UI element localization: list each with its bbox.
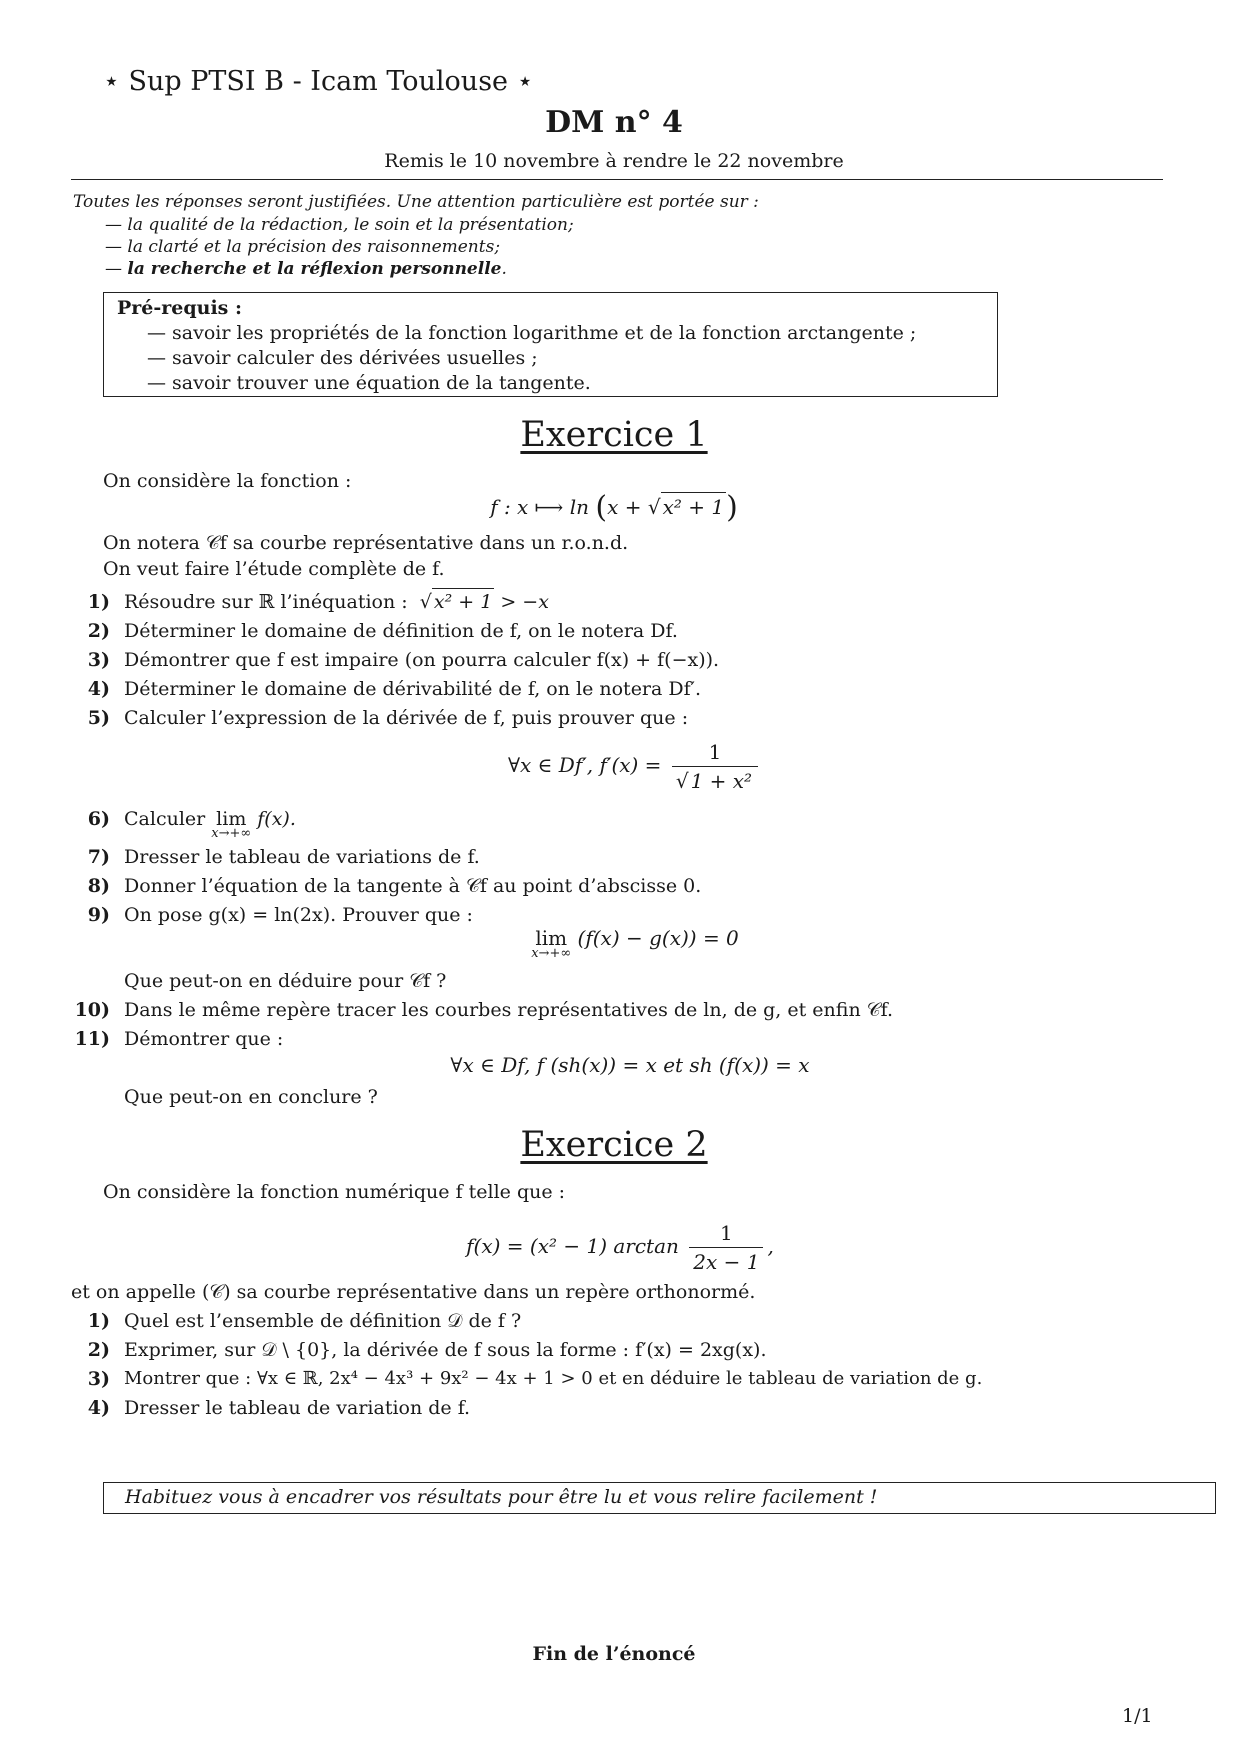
question-number: 2) (87, 620, 110, 642)
question-text: Démontrer que : (124, 1028, 284, 1050)
question-number: 6) (87, 808, 110, 830)
question-text: Quel est l’ensemble de définition 𝒟 de f ? (124, 1310, 522, 1332)
criterion-item-bold: — la recherche et la réflexion personnelle. (105, 259, 507, 279)
ex1-intro-study: On veut faire l’étude complète de f. (103, 558, 445, 580)
exercise-2-title: Exercice 2 (520, 1125, 708, 1165)
question-number: 3) (87, 1368, 110, 1390)
question-text: Dresser le tableau de variation de f. (124, 1397, 471, 1419)
question-number: 5) (87, 707, 110, 729)
question-text: Déterminer le domaine de dérivabilité de f, on le notera Df′. (124, 678, 702, 700)
ex2-intro: On considère la fonction numérique f telle que : (103, 1181, 566, 1203)
question-text: Montrer que : ∀x ∈ ℝ, 2x⁴ − 4x³ + 9x² − 4x + 1 > 0 et en déduire le tableau de variation de g. (124, 1368, 983, 1389)
prerequisite-item: — savoir trouver une équation de la tangente. (147, 372, 591, 394)
page-title: DM n° 4 (545, 105, 683, 140)
criterion-item: — la clarté et la précision des raisonnements; (105, 237, 501, 257)
prerequisites-title: Pré-requis : (117, 297, 243, 319)
page-number: 1/1 (1122, 1705, 1153, 1727)
question-text: Donner l’équation de la tangente à 𝒞f au point d’abscisse 0. (124, 875, 702, 897)
ex1-derivative-formula: ∀x ∈ Df′, f′(x) = $\frac{1}{\text{√ 1 + x²}}$ (0, 740, 1240, 793)
question-text: Dresser le tableau de variations de f. (124, 846, 480, 868)
ex2-intro-curve: et on appelle (𝒞) sa courbe représentative dans un repère orthonormé. (71, 1281, 756, 1303)
prerequisite-item: — savoir les propriétés de la fonction logarithme et de la fonction arctangente ; (147, 322, 917, 344)
question-number: 8) (87, 875, 110, 897)
question-text: Calculer lim x→+∞ f(x). (124, 808, 296, 841)
question-number: 10) (74, 999, 110, 1021)
question-number: 7) (87, 846, 110, 868)
question-number: 1) (87, 1310, 110, 1332)
ex1-limit-formula: lim x→+∞ (f(x) − g(x)) = 0 (531, 926, 739, 961)
question-text: Déterminer le domaine de définition de f, on le notera Df. (124, 620, 678, 642)
question-followup: Que peut-on en déduire pour 𝒞f ? (124, 970, 447, 992)
prerequisite-item: — savoir calculer des dérivées usuelles ; (147, 347, 538, 369)
ex1-sh-formula: ∀x ∈ Df, f (sh(x)) = x et sh (f(x)) = x (450, 1053, 810, 1077)
question-text: Démontrer que f est impaire (on pourra calculer f(x) + f(−x)). (124, 649, 720, 671)
ex1-intro-curve: On notera 𝒞f sa courbe représentative dans un r.o.n.d. (103, 532, 629, 554)
criterion-item: — la qualité de la rédaction, le soin et la présentation; (105, 215, 574, 235)
question-number: 4) (87, 678, 110, 700)
question-text: Résoudre sur ℝ l’inéquation : √ x² + 1 > −x (124, 591, 549, 613)
question-text: Exprimer, sur 𝒟 \ {0}, la dérivée de f sous la forme : f′(x) = 2xg(x). (124, 1339, 767, 1361)
header-divider (71, 179, 1163, 180)
ex1-intro: On considère la fonction : (103, 470, 352, 492)
question-number: 11) (74, 1028, 110, 1050)
question-text: Dans le même repère tracer les courbes représentatives de ln, de g, et enfin 𝒞f. (124, 999, 893, 1021)
course-header: ⋆ Sup PTSI B - Icam Toulouse ⋆ (103, 66, 534, 97)
question-number: 3) (87, 649, 110, 671)
ex2-function-definition: f(x) = (x² − 1) arctan $\frac{1}{2x - 1}$ , (466, 1221, 774, 1274)
question-number: 4) (87, 1397, 110, 1419)
due-dates: Remis le 10 novembre à rendre le 22 novembre (384, 150, 844, 172)
ex1-function-definition: f : x ⟼ ln (x + √ x² + 1) (490, 490, 738, 525)
exercise-1-title: Exercice 1 (520, 415, 708, 455)
question-number: 1) (87, 591, 110, 613)
question-number: 9) (87, 904, 110, 926)
question-followup: Que peut-on en conclure ? (124, 1086, 378, 1108)
end-of-statement: Fin de l’énoncé (532, 1643, 696, 1665)
question-text: Calculer l’expression de la dérivée de f, puis prouver que : (124, 707, 689, 729)
instructions-intro: Toutes les réponses seront justifiées. Une attention particulière est portée sur : (73, 192, 759, 212)
reminder-text: Habituez vous à encadrer vos résultats pour être lu et vous relire facilement ! (125, 1486, 878, 1508)
question-number: 2) (87, 1339, 110, 1361)
question-text: On pose g(x) = ln(2x). Prouver que : (124, 904, 473, 926)
